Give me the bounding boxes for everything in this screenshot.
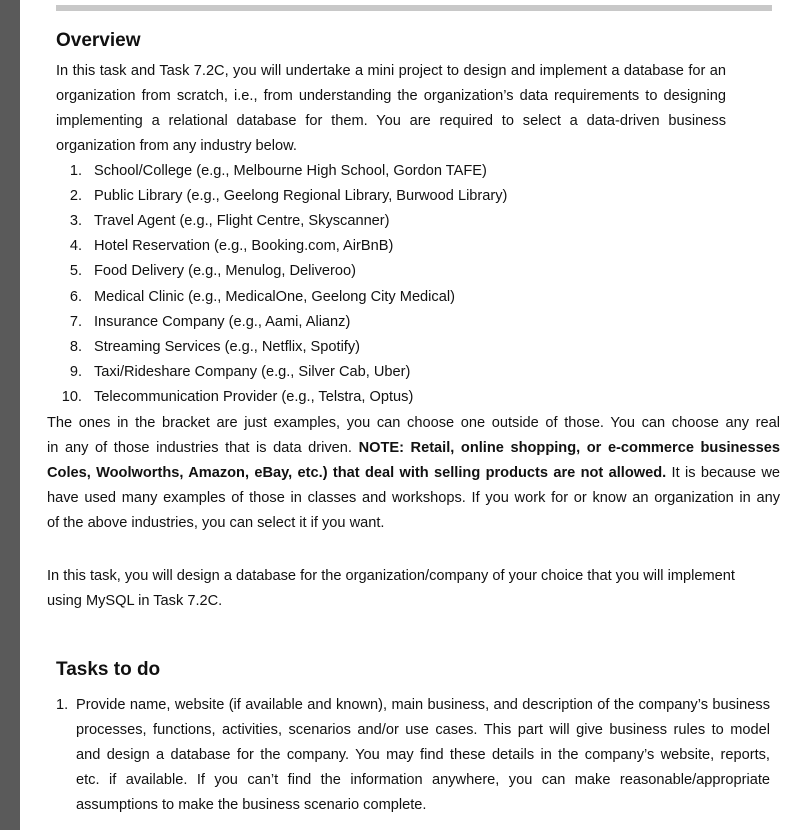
list-item: 10. Telecommunication Provider (e.g., Telstra, Optus): [61, 389, 414, 405]
para-line: using MySQL in Task 7.2C.: [47, 593, 223, 609]
list-item: 6. Medical Clinic (e.g., MedicalOne, Geelong City Medical): [69, 289, 455, 305]
task-line: processes, functions, activities, scenarios and/or use cases. This part will give business rules to model: [76, 722, 770, 738]
para-line: have used many examples of those in classes and workshops. If you work for or know an organization in any: [47, 490, 780, 506]
intro-line: In this task and Task 7.2C, you will undertake a mini project to design and implement a database for an: [56, 63, 726, 79]
design-paragraph: [47, 564, 780, 614]
task-number: 1.: [56, 697, 69, 713]
list-item: 2. Public Library (e.g., Geelong Regional Library, Burwood Library): [69, 188, 508, 204]
task-line: Provide name, website (if available and known), main business, and description of the company’s business: [76, 697, 770, 713]
tasks-heading: Tasks to do: [56, 659, 161, 680]
task-item-1: [76, 693, 770, 818]
para-line: in any of those industries that is data driven. NOTE: Retail, online shopping, or e-commerce businesses: [47, 436, 780, 461]
task-line: and design a database for the company. You may find these details in the company’s website, reports,: [76, 747, 770, 763]
para-line: of the above industries, you can select it if you want.: [47, 515, 385, 531]
para-line: In this task, you will design a database for the organization/company of your choice that you will implement: [47, 568, 735, 584]
task-line: assumptions to make the business scenario complete.: [76, 797, 427, 813]
list-item: 1. School/College (e.g., Melbourne High School, Gordon TAFE): [69, 163, 487, 179]
intro-line: organization from scratch, i.e., from understanding the organization’s data requirements to designing: [56, 88, 726, 104]
task-line: etc. if available. If you can’t find the information anywhere, you can make reasonable/appropriate: [76, 772, 770, 788]
list-item: 9. Taxi/Rideshare Company (e.g., Silver Cab, Uber): [69, 364, 411, 380]
list-item: 5. Food Delivery (e.g., Menulog, Deliveroo): [69, 263, 356, 279]
overview-intro-paragraph: [56, 59, 726, 159]
intro-line: organization from any industry below.: [56, 138, 297, 154]
list-item: 7. Insurance Company (e.g., Aami, Alianz): [69, 314, 351, 330]
para-line: Coles, Woolworths, Amazon, eBay, etc.) that deal with selling products are not allowed. It is because we: [47, 465, 780, 481]
document-page: [20, 0, 809, 830]
intro-line: implementing a relational database for them. You are required to select a data-driven business: [56, 113, 726, 129]
viewer-left-margin: [0, 0, 20, 830]
list-item: 3. Travel Agent (e.g., Flight Centre, Skyscanner): [69, 213, 390, 229]
note-bold-text: NOTE: Retail, online shopping, or e-commerce businesses: [358, 440, 780, 456]
list-item: 4. Hotel Reservation (e.g., Booking.com, AirBnB): [69, 238, 394, 254]
list-item: 8. Streaming Services (e.g., Netflix, Spotify): [69, 339, 361, 355]
note-bold-text: Coles, Woolworths, Amazon, eBay, etc.) that deal with selling products are not allowed.: [47, 465, 667, 481]
para-line: The ones in the bracket are just examples, you can choose one outside of those. You can choose any real: [47, 415, 780, 431]
examples-paragraph: [47, 411, 780, 536]
overview-heading: Overview: [56, 30, 141, 51]
